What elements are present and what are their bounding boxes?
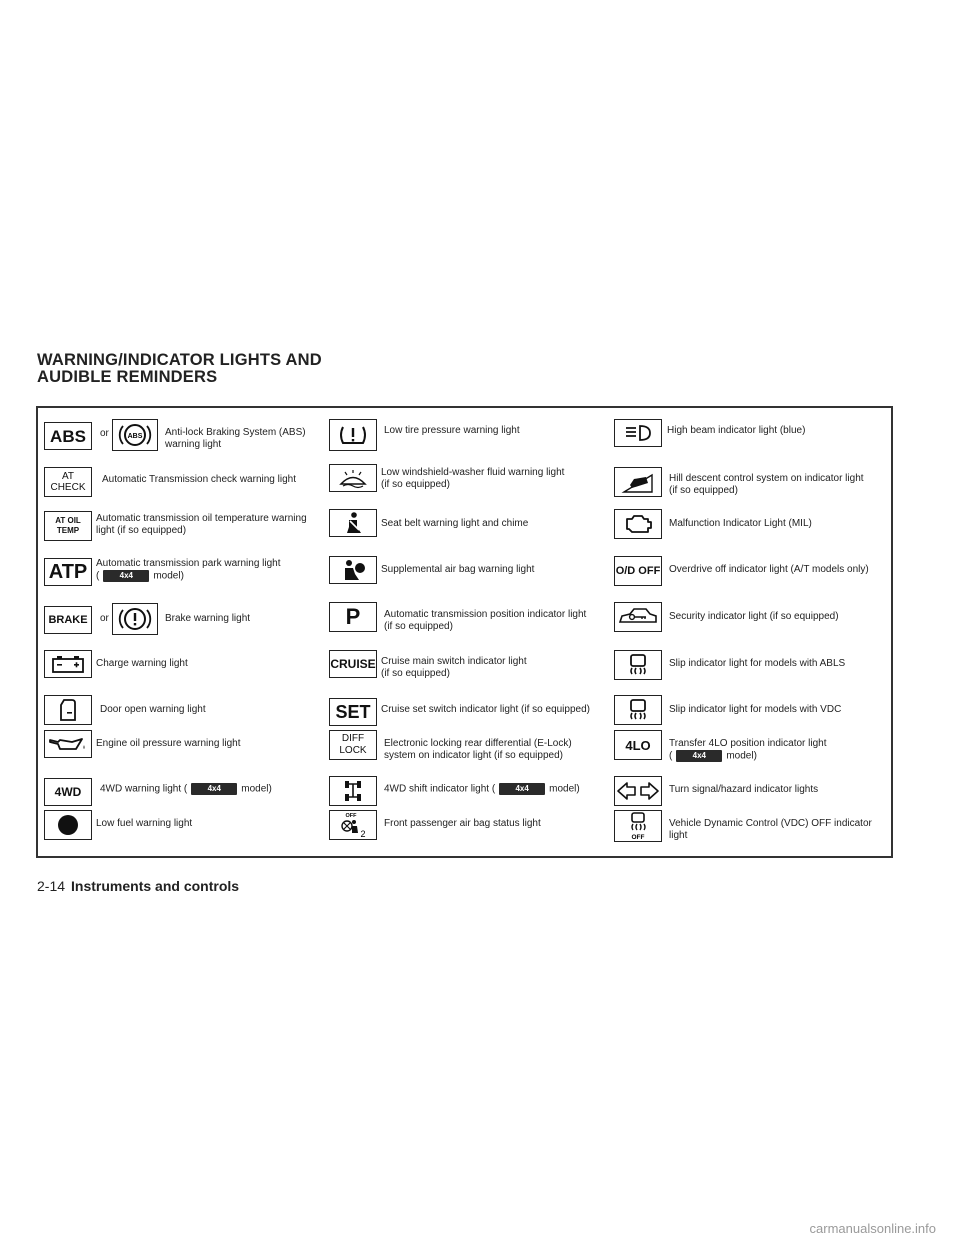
atp-icon: ATP — [44, 558, 92, 586]
label-seat-belt: Seat belt warning light and chime — [381, 518, 529, 529]
or-text: or — [100, 428, 109, 439]
turn-signal-icon — [614, 776, 662, 806]
tire-pressure-icon — [329, 419, 377, 451]
at-check-icon: AT CHECK — [44, 467, 92, 497]
label-atp: Automatic transmission park warning light ( 4x4 model) — [96, 558, 281, 582]
section-heading — [37, 352, 322, 386]
label-4lo: Transfer 4LO position indicator light ( 4x4 model) — [669, 738, 827, 762]
passenger-airbag-2-text: 2 — [360, 829, 366, 839]
slip-abls-icon — [614, 650, 662, 680]
label-vdc-off: Vehicle Dynamic Control (VDC) OFF indicator light — [669, 818, 872, 841]
label-mil: Malfunction Indicator Light (MIL) — [669, 518, 812, 529]
label-passenger-airbag: Front passenger air bag status light — [384, 818, 541, 829]
label-diff-lock: Electronic locking rear differential (E-Lock) system on indicator light (if so equipped) — [384, 738, 572, 761]
4x4-badge: 4x4 — [499, 783, 545, 795]
label-at-check: Automatic Transmission check warning light — [102, 474, 296, 485]
4x4-badge: 4x4 — [103, 570, 149, 582]
label-hill-descent: Hill descent control system on indicator light (if so equipped) — [669, 473, 864, 496]
heading-line-1: WARNING/INDICATOR LIGHTS AND — [37, 351, 322, 369]
page-footer — [37, 878, 239, 894]
vdc-off-text: OFF — [631, 834, 645, 841]
label-turn-signal: Turn signal/hazard indicator lights — [669, 784, 819, 795]
label-slip-abls: Slip indicator light for models with ABLS — [669, 658, 846, 669]
battery-icon — [44, 650, 92, 678]
position-p-icon: P — [329, 602, 377, 632]
door-open-icon — [44, 695, 92, 725]
engine-icon — [614, 509, 662, 539]
od-off-icon: O/D OFF — [614, 556, 662, 586]
passenger-airbag-off-text: OFF — [345, 813, 357, 819]
label-slip-vdc: Slip indicator light for models with VDC — [669, 704, 842, 715]
label-security: Security indicator light (if so equipped) — [669, 611, 839, 622]
washer-fluid-icon — [329, 464, 377, 492]
section-title: Instruments and controls — [71, 878, 240, 894]
label-set: Cruise set switch indicator light (if so equipped) — [381, 704, 590, 715]
seat-belt-icon — [329, 509, 377, 537]
label-cruise: Cruise main switch indicator light (if so equipped) — [381, 656, 527, 679]
vdc-off-icon — [614, 810, 662, 842]
hill-descent-icon — [614, 467, 662, 497]
label-door-open: Door open warning light — [100, 704, 206, 715]
label-4wd-shift: 4WD shift indicator light ( 4x4 model) — [384, 783, 580, 795]
page-number: 2-14 — [37, 878, 66, 894]
or-text: or — [100, 613, 109, 624]
4lo-icon: 4LO — [614, 730, 662, 760]
watermark: carmanualsonline.info — [809, 1221, 936, 1236]
high-beam-icon — [614, 419, 662, 447]
label-low-fuel: Low fuel warning light — [96, 818, 193, 829]
label-abs: Anti-lock Braking System (ABS) warning light — [165, 427, 306, 450]
abs-circle-icon — [112, 419, 158, 451]
4x4-badge: 4x4 — [191, 783, 237, 795]
diff-lock-icon: DIFF LOCK — [329, 730, 377, 760]
4x4-badge: 4x4 — [676, 750, 722, 762]
label-charge: Charge warning light — [96, 658, 188, 669]
slip-vdc-icon — [614, 695, 662, 725]
4wd-shift-icon — [329, 776, 377, 806]
at-oil-temp-icon: AT OIL TEMP — [44, 511, 92, 541]
label-od-off: Overdrive off indicator light (A/T models only) — [669, 564, 869, 575]
low-fuel-icon — [44, 810, 92, 840]
label-tire-pressure: Low tire pressure warning light — [384, 425, 520, 436]
indicator-table — [36, 406, 893, 858]
brake-text-icon: BRAKE — [44, 606, 92, 634]
label-high-beam: High beam indicator light (blue) — [667, 425, 806, 436]
oil-can-icon — [44, 730, 92, 758]
label-4wd: 4WD warning light ( 4x4 model) — [100, 783, 272, 795]
cruise-icon: CRUISE — [329, 650, 377, 678]
security-icon — [614, 602, 662, 632]
set-icon: SET — [329, 698, 377, 726]
label-at-oil-temp: Automatic transmission oil temperature warning light (if so equipped) — [96, 513, 307, 536]
brake-circle-icon — [112, 603, 158, 635]
label-brake: Brake warning light — [165, 613, 251, 624]
passenger-airbag-icon — [329, 810, 377, 840]
abs-circle-text: ABS — [127, 433, 143, 440]
abs-text-icon: ABS — [44, 422, 92, 450]
label-engine-oil: Engine oil pressure warning light — [96, 738, 241, 749]
label-airbag: Supplemental air bag warning light — [381, 564, 535, 575]
airbag-icon — [329, 556, 377, 584]
label-position: Automatic transmission position indicator light (if so equipped) — [384, 609, 587, 632]
label-washer-fluid: Low windshield-washer fluid warning light (if so equipped) — [381, 467, 565, 490]
heading-line-2: AUDIBLE REMINDERS — [37, 368, 218, 386]
4wd-icon: 4WD — [44, 778, 92, 806]
